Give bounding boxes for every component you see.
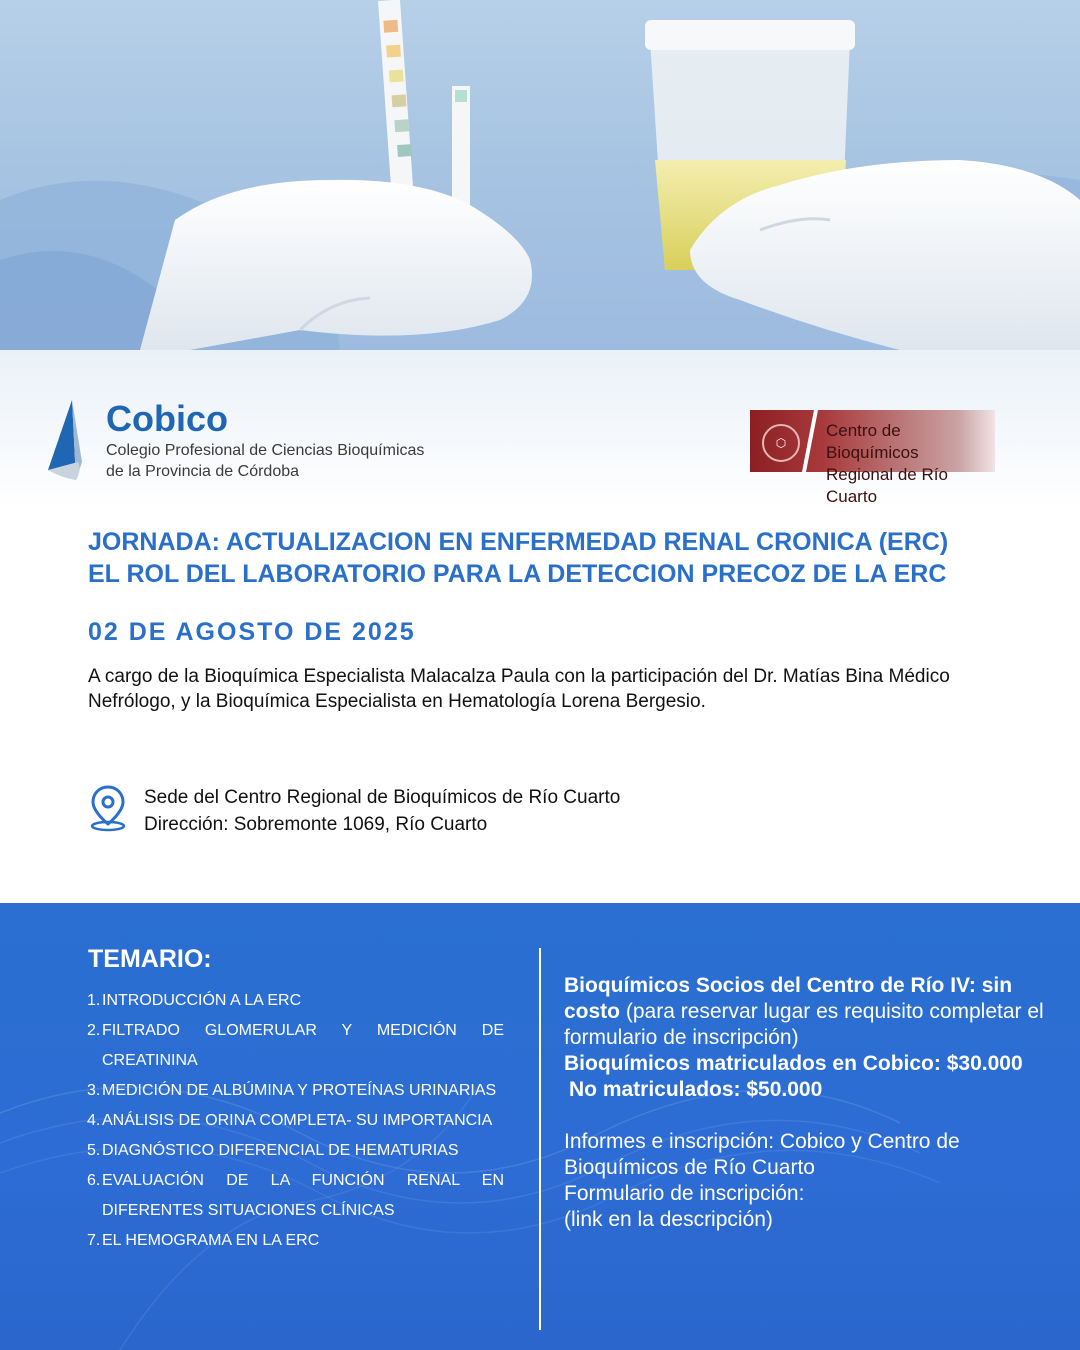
event-venue — [144, 784, 620, 838]
temario-heading: TEMARIO: — [88, 945, 212, 973]
list-item: 1. INTRODUCCIÓN A LA ERC — [87, 992, 302, 1009]
cobico-name: Cobico — [106, 398, 228, 439]
location-pin-icon — [88, 784, 128, 832]
venue-address: Dirección: Sobremonte 1069, Río Cuarto — [144, 814, 488, 835]
no-matriculados-price: No matriculados: $50.000 — [569, 1078, 823, 1101]
cobico-subtitle-line1: Colegio Profesional de Ciencias Bioquímicas — [106, 442, 425, 459]
list-item: 5. DIAGNÓSTICO DIFERENCIAL DE HEMATURIAS — [87, 1142, 459, 1159]
list-item: 4. ANÁLISIS DE ORINA COMPLETA- SU IMPORTANCIA — [87, 1112, 493, 1129]
list-item: 2. FILTRADO GLOMERULAR Y MEDICIÓN DE CREATININA — [87, 1022, 504, 1069]
event-description: A cargo de la Bioquímica Especialista Malacalza Paula con la participación del Dr. Matías Bina Médico Nefrólogo, y la Bioquímica Especialista en Hematología Lorena Bergesio. — [88, 666, 950, 712]
socios-price: Bioquímicos Socios del Centro de Río IV: sin costo (para reservar lugar es requisito completar el formulario de inscripción) — [564, 974, 1044, 1049]
temario-list — [84, 986, 504, 1256]
matriculados-price: Bioquímicos matriculados en Cobico: $30.000 — [564, 1052, 1023, 1075]
centro-bioquimicos-logo — [750, 410, 995, 506]
cobico-subtitle — [106, 440, 424, 482]
lab-sample-illustration — [0, 0, 1080, 350]
cobico-subtitle-line2: de la Provincia de Córdoba — [106, 463, 300, 480]
centro-logo-line1: Centro de Bioquímicos — [826, 421, 919, 462]
centro-logo-text — [826, 420, 995, 508]
formulario-label: Formulario de inscripción: — [564, 1182, 805, 1205]
list-item: 3. MEDICIÓN DE ALBÚMINA Y PROTEÍNAS URINARIAS — [87, 1082, 497, 1099]
event-title-line2: EL ROL DEL LABORATORIO PARA LA DETECCION PRECOZ DE LA ERC — [88, 560, 947, 588]
informes-text: Informes e inscripción: Cobico y Centro de Bioquímicos de Río Cuarto — [564, 1130, 960, 1179]
spacer — [564, 1103, 1059, 1129]
column-divider — [539, 948, 541, 1330]
cobico-emblem-icon — [42, 400, 94, 484]
list-item: 6. EVALUACIÓN DE LA FUNCIÓN RENAL EN DIFERENTES SITUACIONES CLÍNICAS — [87, 1172, 504, 1219]
hero-photo — [0, 0, 1080, 350]
info-panel — [0, 903, 1080, 1350]
pricing-info — [564, 973, 1059, 1233]
event-date: 02 DE AGOSTO DE 2025 — [88, 618, 416, 646]
cobico-logo — [42, 398, 502, 488]
centro-logo-line2: Regional de Río Cuarto — [826, 465, 948, 506]
hexagon-emblem-icon: ⬡ — [762, 424, 800, 462]
event-title-line1: JORNADA: ACTUALIZACION EN ENFERMEDAD RENAL CRONICA (ERC) — [88, 528, 949, 556]
event-title — [88, 526, 1028, 590]
venue-name: Sede del Centro Regional de Bioquímicos de Río Cuarto — [144, 787, 621, 808]
formulario-link[interactable]: (link en la descripción) — [564, 1208, 773, 1231]
list-item: 7. EL HEMOGRAMA EN LA ERC — [87, 1232, 320, 1249]
slash-divider — [800, 410, 820, 472]
